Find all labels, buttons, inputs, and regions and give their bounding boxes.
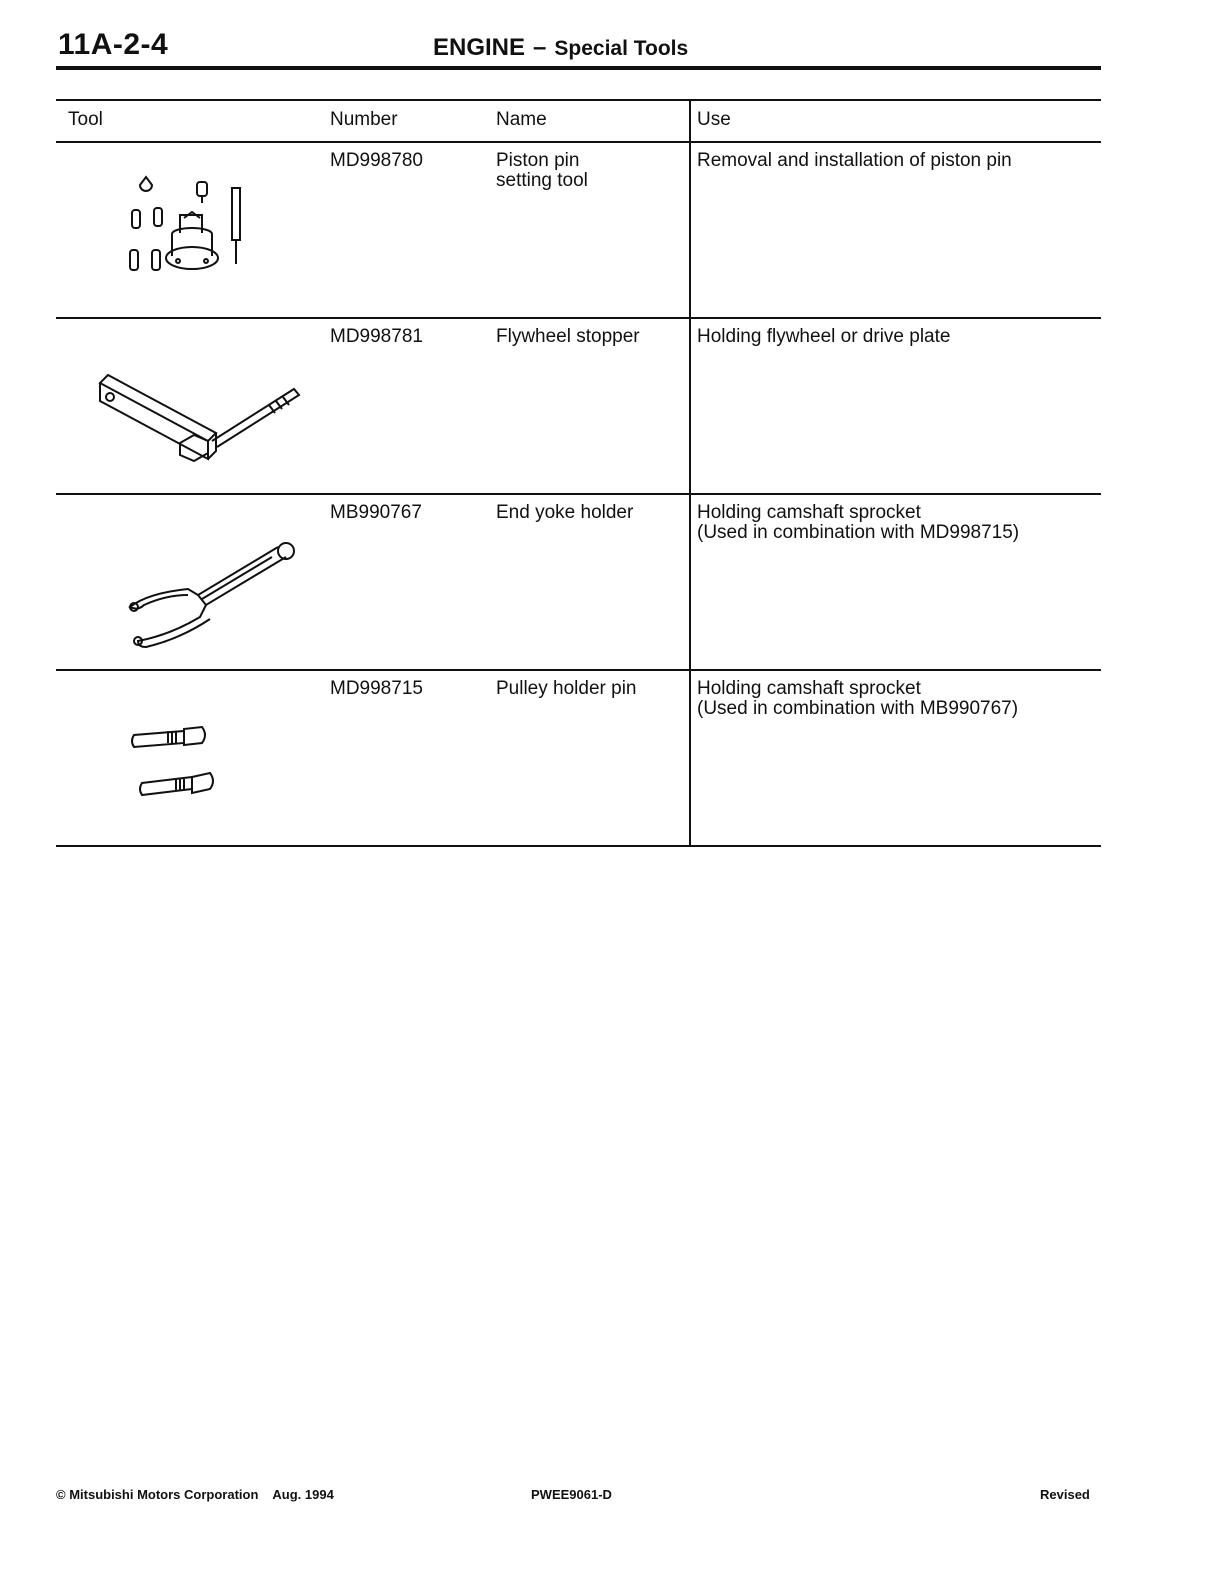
column-divider <box>689 319 691 493</box>
column-header-number: Number <box>330 109 398 130</box>
footer-copyright <box>56 1487 334 1502</box>
column-header-use: Use <box>697 109 731 130</box>
copyright-text: © Mitsubishi Motors Corporation <box>56 1487 259 1502</box>
revision-status: Revised <box>1040 1487 1090 1502</box>
tool-number: MD998781 <box>330 326 423 347</box>
tool-use: Holding flywheel or drive plate <box>697 326 951 347</box>
publication-date: Aug. 1994 <box>272 1487 334 1502</box>
column-divider <box>689 495 691 669</box>
table-row <box>56 319 1101 495</box>
tool-name: Pulley holder pin <box>496 678 637 699</box>
tool-name: Flywheel stopper <box>496 326 640 347</box>
special-tools-table <box>56 99 1101 847</box>
title-main: ENGINE <box>433 34 526 61</box>
tool-use: Holding camshaft sprocket (Used in combination with MB990767) <box>697 678 1019 719</box>
page-title <box>433 34 688 62</box>
title-subtitle: Special Tools <box>554 37 689 60</box>
column-header-name: Name <box>496 109 547 130</box>
flywheel-stopper-illustration <box>94 373 304 484</box>
tool-number: MB990767 <box>330 502 422 523</box>
column-header-tool: Tool <box>68 109 103 130</box>
header-rule <box>56 66 1101 70</box>
tool-name: Piston pin setting tool <box>496 150 588 191</box>
tool-name: End yoke holder <box>496 502 634 523</box>
pulley-holder-pin-illustration <box>128 719 224 815</box>
table-row <box>56 495 1101 671</box>
table-row <box>56 143 1101 319</box>
tool-use: Holding camshaft sprocket (Used in combination with MD998715) <box>697 502 1020 543</box>
table-row <box>56 671 1101 847</box>
table-header <box>56 99 1101 143</box>
column-divider <box>689 101 691 141</box>
tool-number: MD998780 <box>330 150 423 171</box>
title-dash: – <box>533 34 547 61</box>
column-divider <box>689 143 691 317</box>
tool-number: MD998715 <box>330 678 423 699</box>
column-divider <box>689 671 691 845</box>
tool-use: Removal and installation of piston pin <box>697 150 1012 171</box>
piston-pin-setting-tool-illustration <box>118 173 258 291</box>
end-yoke-holder-illustration <box>122 535 302 661</box>
page-number: 11A-2-4 <box>58 28 169 61</box>
document-code: PWEE9061-D <box>531 1487 612 1502</box>
